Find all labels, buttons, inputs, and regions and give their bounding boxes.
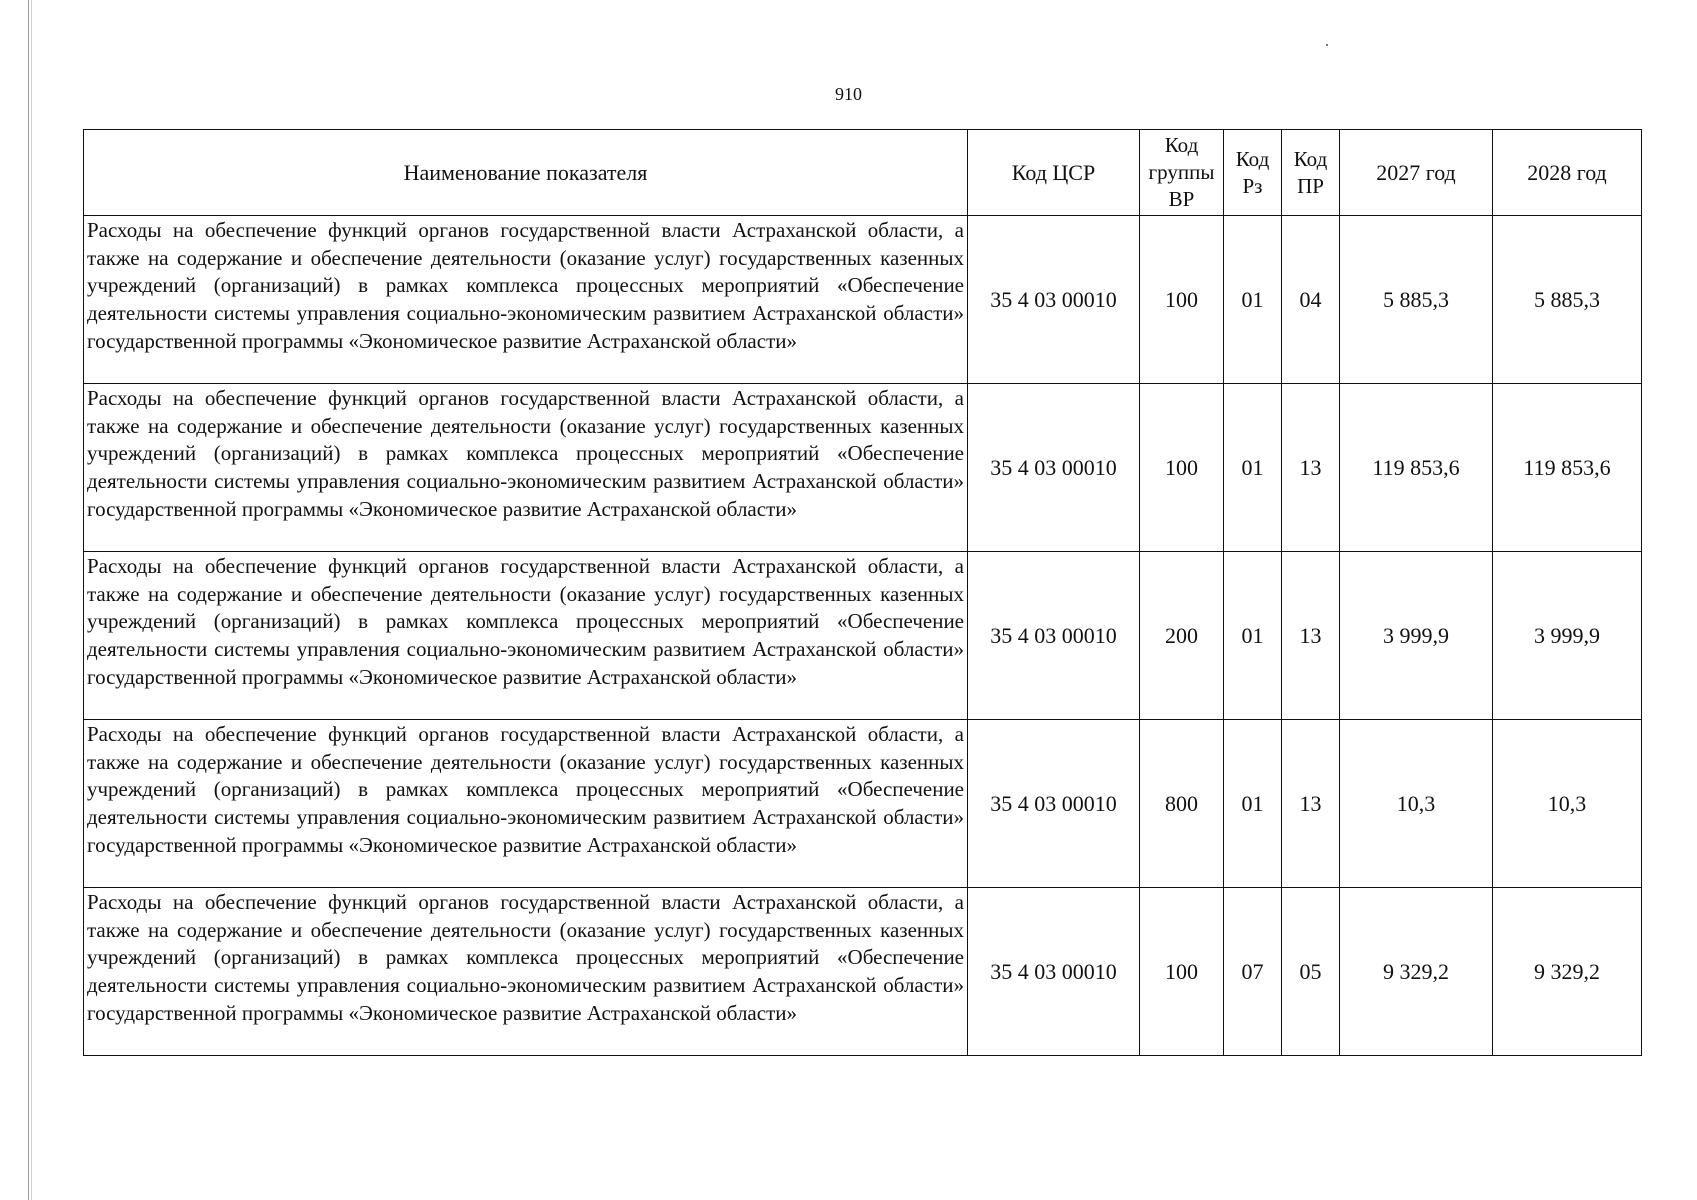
cell-csr-code: 35 4 03 00010 [968,216,1140,384]
header-year-2027: 2027 год [1340,130,1493,216]
header-vr-code [1140,130,1224,216]
cell-name: Расходы на обеспечение функций органов государственной власти Астраханской области, а также на содержание и обеспечение деятельности (оказание услуг) государственных казенных учреждений (организаций) в рамках комплекса процессных мероприятий «Обеспечение деятельности системы управления социально-экономическим развитием Астраханской области» государственной программы «Экономическое развитие Астраханской области» [84,384,968,552]
page-number: 910 [835,84,862,104]
header-vr-line-3: ВР [1168,187,1195,211]
cell-year-2028: 5 885,3 [1493,216,1642,384]
cell-year-2027: 9 329,2 [1340,888,1493,1056]
cell-vr-code: 800 [1140,720,1224,888]
table-body [84,216,1642,1056]
budget-table [83,129,1642,1056]
header-row [84,130,1642,216]
cell-year-2028: 10,3 [1493,720,1642,888]
table-row [84,720,1642,888]
cell-year-2027: 119 853,6 [1340,384,1493,552]
cell-pr-code: 04 [1282,216,1340,384]
header-pr-line-1: Код [1293,146,1328,171]
cell-rz-code: 01 [1224,720,1282,888]
cell-csr-code: 35 4 03 00010 [968,552,1140,720]
cell-csr-code: 35 4 03 00010 [968,720,1140,888]
cell-name: Расходы на обеспечение функций органов государственной власти Астраханской области, а также на содержание и обеспечение деятельности (оказание услуг) государственных казенных учреждений (организаций) в рамках комплекса процессных мероприятий «Обеспечение деятельности системы управления социально-экономическим развитием Астраханской области» государственной программы «Экономическое развитие Астраханской области» [84,552,968,720]
header-vr-line-2: группы [1148,160,1215,184]
cell-year-2027: 3 999,9 [1340,552,1493,720]
table-header [84,130,1642,216]
cell-rz-code: 01 [1224,216,1282,384]
header-rz-line-1: Код [1235,146,1270,171]
cell-rz-code: 01 [1224,552,1282,720]
cell-name: Расходы на обеспечение функций органов государственной власти Астраханской области, а также на содержание и обеспечение деятельности (оказание услуг) государственных казенных учреждений (организаций) в рамках комплекса процессных мероприятий «Обеспечение деятельности системы управления социально-экономическим развитием Астраханской области» государственной программы «Экономическое развитие Астраханской области» [84,216,968,384]
header-rz-line-2: Рз [1242,173,1263,198]
cell-pr-code: 13 [1282,720,1340,888]
cell-name: Расходы на обеспечение функций органов государственной власти Астраханской области, а также на содержание и обеспечение деятельности (оказание услуг) государственных казенных учреждений (организаций) в рамках комплекса процессных мероприятий «Обеспечение деятельности системы управления социально-экономическим развитием Астраханской области» государственной программы «Экономическое развитие Астраханской области» [84,720,968,888]
table-row [84,552,1642,720]
cell-name: Расходы на обеспечение функций органов государственной власти Астраханской области, а также на содержание и обеспечение деятельности (оказание услуг) государственных казенных учреждений (организаций) в рамках комплекса процессных мероприятий «Обеспечение деятельности системы управления социально-экономическим развитием Астраханской области» государственной программы «Экономическое развитие Астраханской области» [84,888,968,1056]
cell-vr-code: 200 [1140,552,1224,720]
binding-margin-line [28,0,29,1200]
scan-speck [1326,44,1328,46]
header-vr-line-1: Код [1164,133,1199,157]
cell-year-2028: 9 329,2 [1493,888,1642,1056]
cell-pr-code: 05 [1282,888,1340,1056]
cell-vr-code: 100 [1140,888,1224,1056]
table-row [84,216,1642,384]
cell-csr-code: 35 4 03 00010 [968,888,1140,1056]
table-row [84,888,1642,1056]
header-name: Наименование показателя [84,130,968,216]
cell-year-2027: 10,3 [1340,720,1493,888]
cell-rz-code: 01 [1224,384,1282,552]
table-row [84,384,1642,552]
header-pr-code [1282,130,1340,216]
cell-pr-code: 13 [1282,552,1340,720]
cell-csr-code: 35 4 03 00010 [968,384,1140,552]
header-csr-code: Код ЦСР [968,130,1140,216]
header-rz-code [1224,130,1282,216]
binding-margin-line-shadow [31,0,32,1200]
cell-pr-code: 13 [1282,384,1340,552]
cell-year-2028: 119 853,6 [1493,384,1642,552]
cell-rz-code: 07 [1224,888,1282,1056]
header-pr-line-2: ПР [1297,173,1324,198]
header-year-2028: 2028 год [1493,130,1642,216]
cell-vr-code: 100 [1140,216,1224,384]
cell-vr-code: 100 [1140,384,1224,552]
cell-year-2027: 5 885,3 [1340,216,1493,384]
cell-year-2028: 3 999,9 [1493,552,1642,720]
